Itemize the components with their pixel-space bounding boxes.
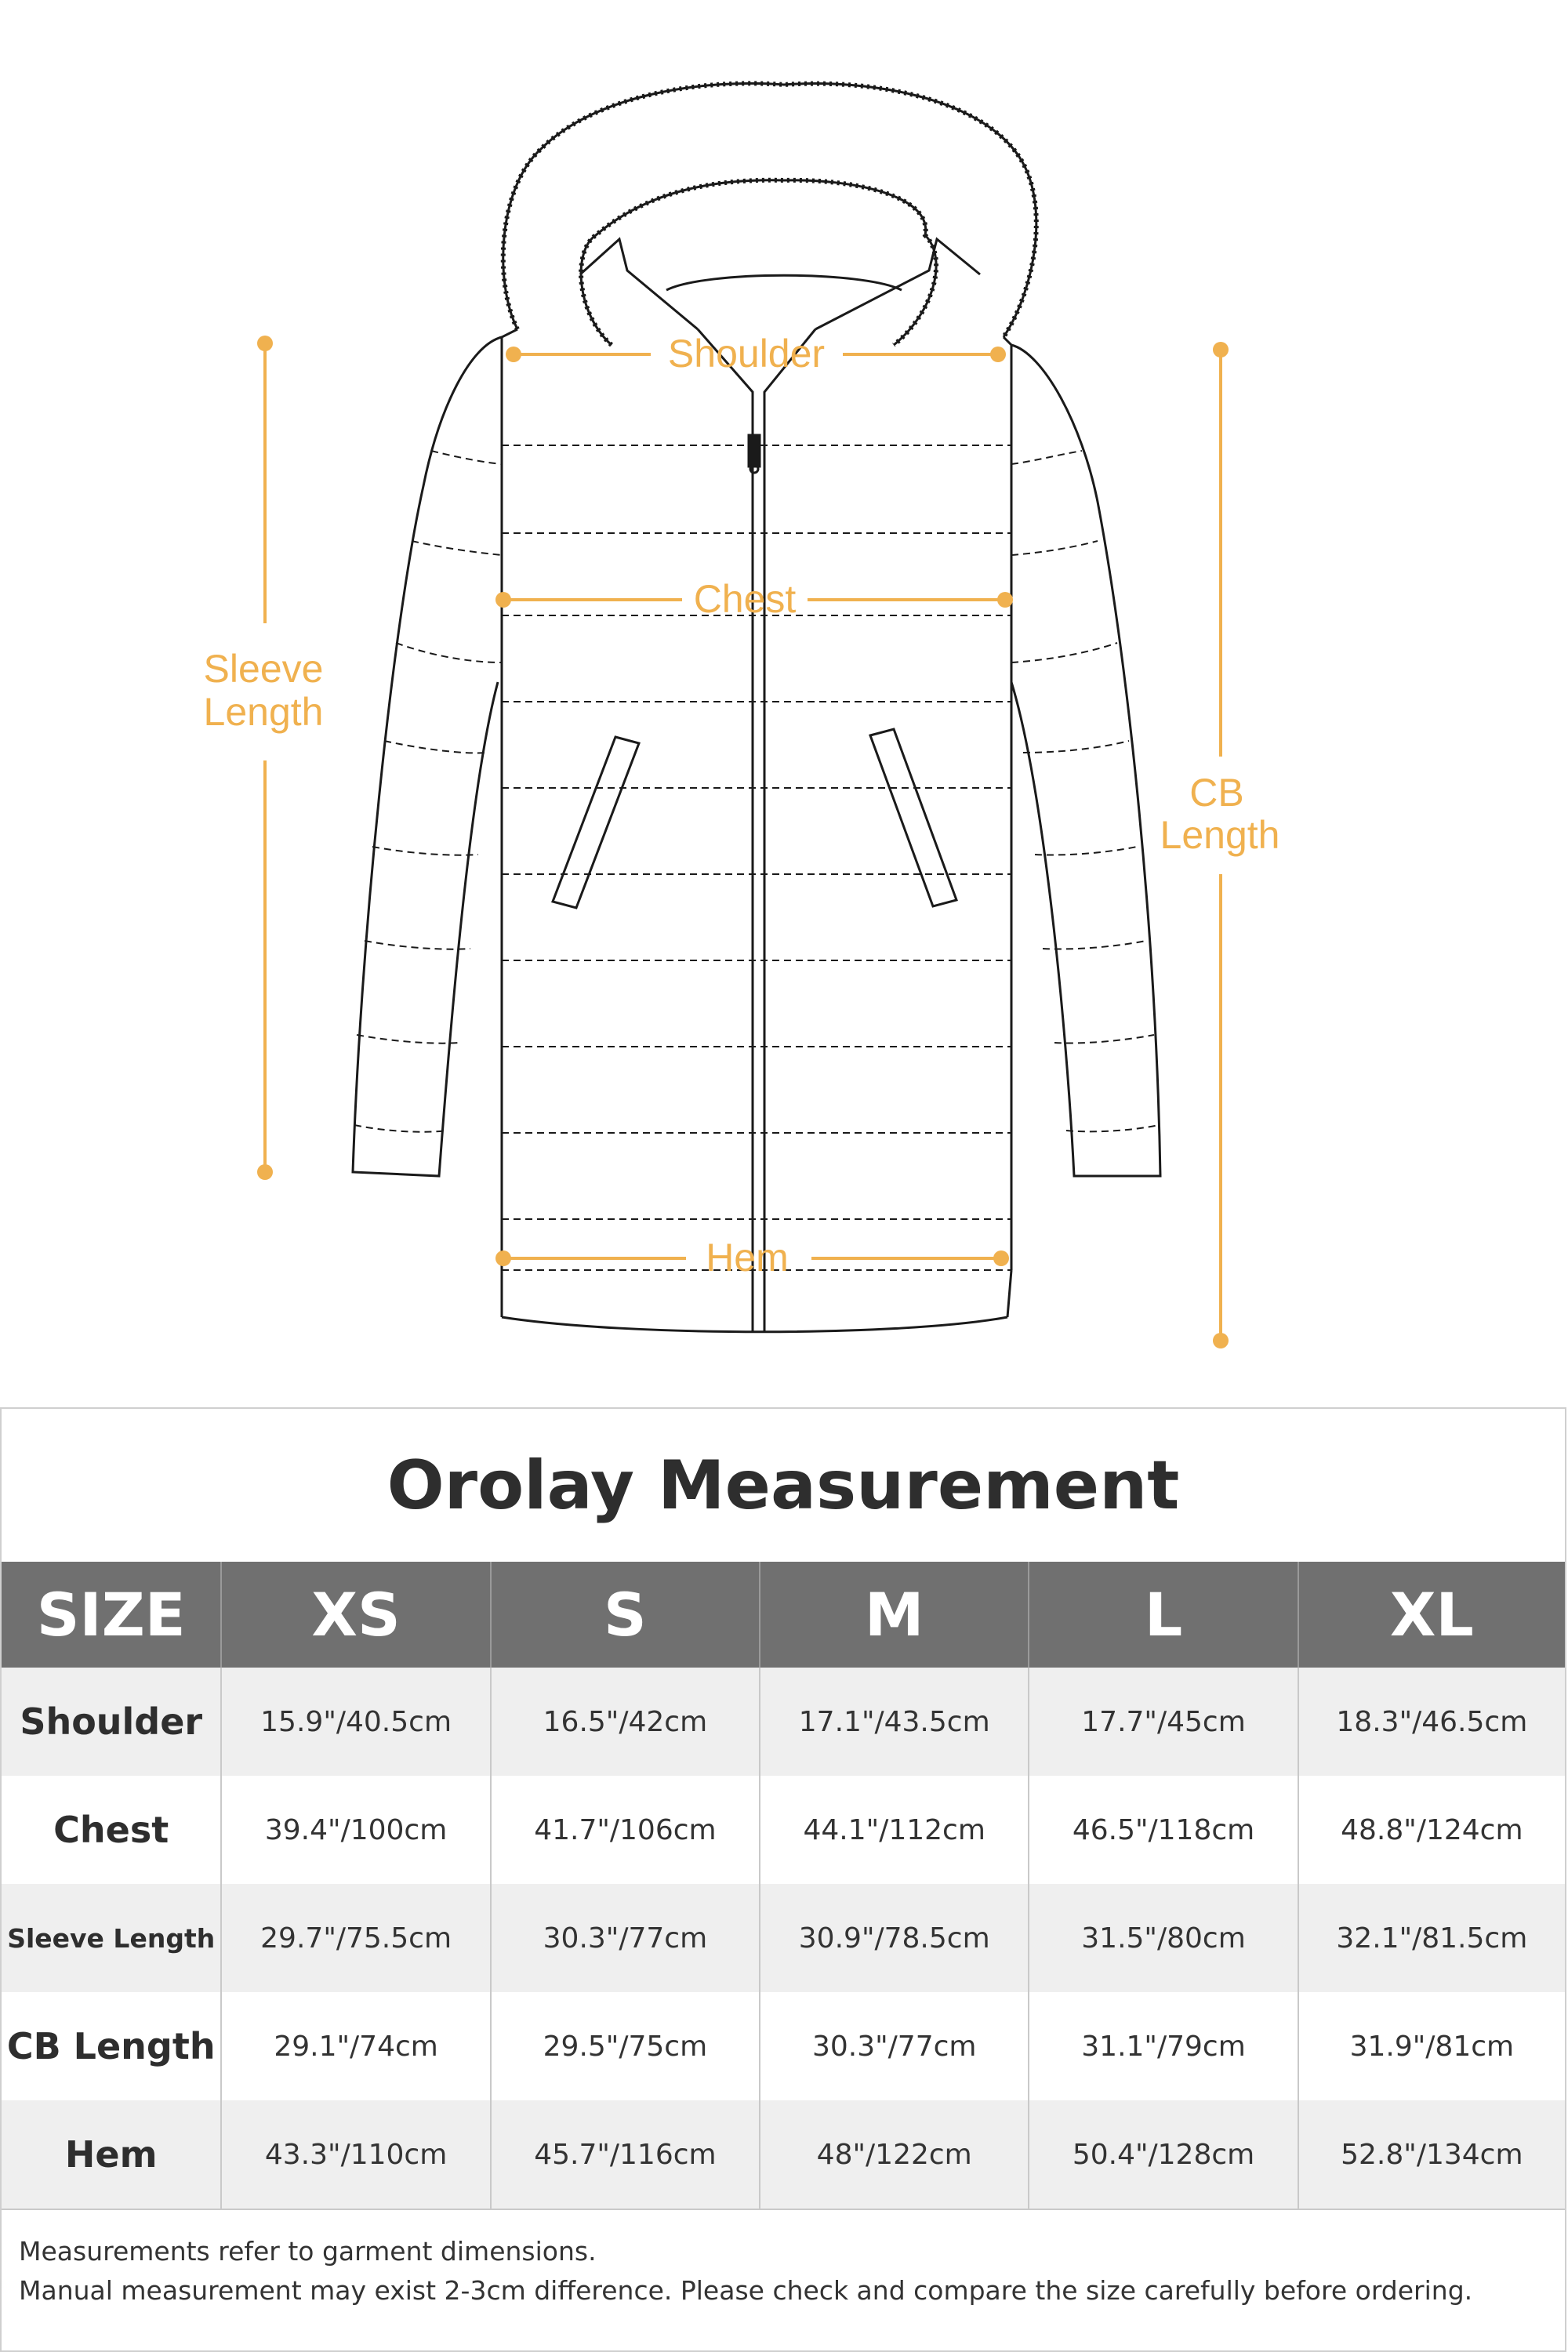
chest-label: Chest	[693, 577, 797, 621]
shoulder-dot-left	[506, 347, 521, 362]
chest-dot-right	[997, 592, 1013, 608]
table-cell: 18.3"/46.5cm	[1336, 1705, 1528, 1738]
note-line-2: Manual measurement may exist 2-3cm difference. Please check and compare the size carefully before ordering.	[19, 2275, 1473, 2306]
table-cell: 48"/122cm	[760, 2100, 1029, 2209]
sleeve-label-line1: Sleeve	[203, 647, 324, 691]
header-l: L	[1029, 1562, 1298, 1668]
hem-dot-right	[993, 1250, 1009, 1266]
table-cell: 17.7"/45cm	[1029, 1668, 1298, 1776]
left-sleeve	[353, 337, 502, 1176]
jacket-outline	[353, 83, 1160, 1333]
table-header-row	[2, 1562, 1565, 1668]
note-line-1: Measurements refer to garment dimensions.	[19, 2236, 597, 2267]
table-cell: 29.7"/75.5cm	[222, 1884, 491, 1992]
sleeve-label-line2: Length	[203, 690, 324, 734]
shoulder-label: Shoulder	[667, 332, 826, 376]
table-cell: 30.9"/78.5cm	[760, 1884, 1029, 1992]
table-cell: 15.9"/40.5cm	[222, 1668, 491, 1776]
hem-dot-left	[495, 1250, 511, 1266]
chest-dot-left	[495, 592, 511, 608]
table-cell: 52.8"/134cm	[1341, 2138, 1523, 2171]
row-label: Chest	[2, 1776, 222, 1884]
table-cell: 17.1"/43.5cm	[760, 1668, 1029, 1776]
header-s: S	[492, 1562, 760, 1668]
sleeve-dot-top	[257, 336, 273, 351]
table-cell: 30.3"/77cm	[492, 1884, 760, 1992]
table-cell: 29.5"/75cm	[492, 1992, 760, 2100]
header-size: SIZE	[2, 1562, 222, 1668]
cb-dot-top	[1213, 342, 1229, 358]
shoulder-dot-right	[990, 347, 1006, 362]
table-cell: 46.5"/118cm	[1029, 1776, 1298, 1884]
measurement-notes	[19, 2232, 1557, 2310]
right-sleeve	[1011, 345, 1160, 1176]
table-row-shoulder	[2, 1668, 1565, 1776]
table-cell: 39.4"/100cm	[222, 1776, 491, 1884]
table-cell: 30.3"/77cm	[760, 1992, 1029, 2100]
sleeve-dot-bottom	[257, 1164, 273, 1180]
table-row-cb-length	[2, 1992, 1565, 2100]
table-cell: 31.5"/80cm	[1029, 1884, 1298, 1992]
table-row-sleeve-length	[2, 1884, 1565, 1992]
table-cell: 31.1"/79cm	[1029, 1992, 1298, 2100]
cb-label-line2: Length	[1160, 813, 1280, 857]
table-cell: 29.1"/74cm	[222, 1992, 491, 2100]
table-cell: 50.4"/128cm	[1029, 2100, 1298, 2209]
table-title: Orolay Measurement	[387, 1446, 1180, 1525]
row-label: Shoulder	[2, 1668, 222, 1776]
fur-hood-inner	[581, 180, 936, 345]
cb-label-line1: CB	[1189, 771, 1244, 815]
size-chart-table	[0, 1407, 1566, 2352]
zipper-pull	[749, 435, 760, 466]
right-pocket	[870, 729, 956, 906]
table-cell: 31.9"/81cm	[1349, 2030, 1515, 2063]
header-xl: XL	[1389, 1580, 1474, 1650]
table-cell: 16.5"/42cm	[492, 1668, 760, 1776]
measurement-guides	[257, 336, 1229, 1348]
table-cell: 32.1"/81.5cm	[1336, 1922, 1528, 1955]
header-xs: XS	[222, 1562, 491, 1668]
left-pocket	[553, 737, 639, 908]
table-cell: 44.1"/112cm	[760, 1776, 1029, 1884]
table-cell: 48.8"/124cm	[1341, 1813, 1523, 1846]
fur-hood-outer	[503, 83, 1036, 337]
header-m: M	[760, 1562, 1029, 1668]
hem-label: Hem	[706, 1236, 789, 1279]
row-label: Sleeve Length	[2, 1884, 222, 1992]
table-cell: 43.3"/110cm	[222, 2100, 491, 2209]
row-label: CB Length	[2, 1992, 222, 2100]
table-row-chest	[2, 1776, 1565, 1884]
table-cell: 41.7"/106cm	[492, 1776, 760, 1884]
table-divider	[2, 2209, 1565, 2210]
row-label: Hem	[2, 2100, 222, 2209]
table-cell: 45.7"/116cm	[492, 2100, 760, 2209]
cb-dot-bottom	[1213, 1333, 1229, 1348]
quilt-lines	[354, 445, 1159, 1270]
table-row-hem	[2, 2100, 1565, 2209]
